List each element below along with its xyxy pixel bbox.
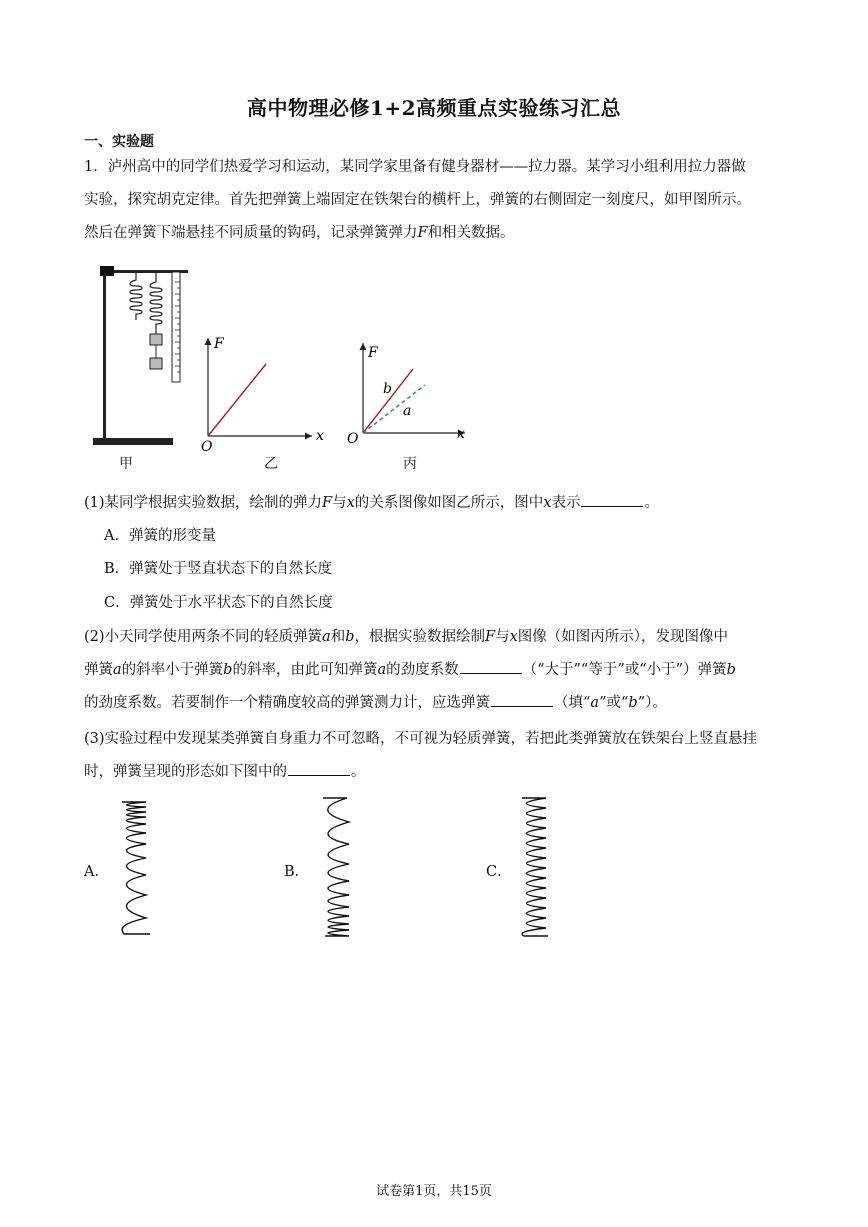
figure-jia-apparatus: [88, 262, 198, 454]
part3-choice-a[interactable]: A．: [84, 864, 109, 880]
figure-yi-label: 乙: [264, 456, 278, 472]
spring-choice-c: [514, 794, 558, 944]
part3-line-1: (3)实验过程中发现某类弹簧自身重力不可忽略，不可视为轻质弹簧，若把此类弹簧放在铁架台上竖直悬挂: [84, 731, 758, 747]
figure-jia-label: 甲: [119, 456, 133, 472]
part2-answer-blank-2[interactable]: [491, 692, 553, 707]
part1-option-a[interactable]: A．弹簧的形变量: [104, 528, 216, 544]
bing-axis-x: x: [457, 426, 465, 442]
part1-option-c[interactable]: C．弹簧处于水平状态下的自然长度: [104, 595, 333, 611]
yi-axis-F: F: [214, 336, 224, 352]
yi-line: [208, 364, 266, 436]
bing-origin: O: [347, 431, 359, 447]
q1-intro-line-3: 然后在弹簧下端悬挂不同质量的钩码，记录弹簧弹力F和相关数据。: [84, 225, 515, 241]
part3-choice-c[interactable]: C．: [486, 864, 512, 880]
part2-answer-blank-1[interactable]: [460, 659, 522, 674]
page-title: 高中物理必修1+2高频重点实验练习汇总: [246, 96, 622, 120]
spring-choice-b: [317, 794, 361, 944]
part3-choice-b[interactable]: B．: [284, 864, 310, 880]
q1-intro-line-2: 实验，探究胡克定律。首先把弹簧上端固定在铁架台的横杆上，弹簧的右侧固定一刻度尺，如甲图所示。: [84, 192, 751, 208]
part1-answer-blank[interactable]: [581, 492, 643, 507]
spring-choice-a: [116, 798, 156, 940]
yi-axis-x: x: [316, 428, 324, 444]
figure-bing-graph: [345, 337, 475, 452]
bing-label-a: a: [403, 403, 412, 419]
figure-bing-label: 丙: [403, 456, 417, 472]
part2-line-2: 弹簧a的斜率小于弹簧b的斜率，由此可知弹簧a的劲度系数 （“大于”“等于”或“小于”）弹簧b: [84, 658, 736, 679]
bing-axis-F: F: [368, 345, 378, 361]
part1-option-b[interactable]: B．弹簧处于竖直状态下的自然长度: [104, 561, 333, 577]
bing-label-b: b: [383, 381, 392, 397]
bing-line-b: [363, 369, 413, 433]
q1-intro-line-1: 1．泸州高中的同学们热爱学习和运动，某同学家里备有健身器材——拉力器。某学习小组利用拉力器做: [84, 159, 746, 175]
page-footer: 试卷第1页，共15页: [376, 1184, 492, 1199]
part3-answer-blank[interactable]: [288, 761, 350, 776]
section-heading: 一、实验题: [84, 134, 154, 150]
yi-origin: O: [201, 439, 213, 454]
part2-line-3: 的劲度系数。若要制作一个精确度较高的弹簧测力计，应选弹簧 （填“a”或“b”）。: [84, 691, 667, 712]
part3-line-2: 时，弹簧呈现的形态如下图中的 。: [84, 760, 366, 781]
part2-line-1: (2)小天同学使用两条不同的轻质弹簧a和b，根据实验数据绘制F与x图像（如图丙所示），发现图像中: [84, 629, 728, 645]
figure-yi-graph: [198, 332, 338, 454]
part1-question: (1)某同学根据实验数据，绘制的弹力F与x的关系图像如图乙所示，图中x表示 。: [84, 491, 659, 512]
